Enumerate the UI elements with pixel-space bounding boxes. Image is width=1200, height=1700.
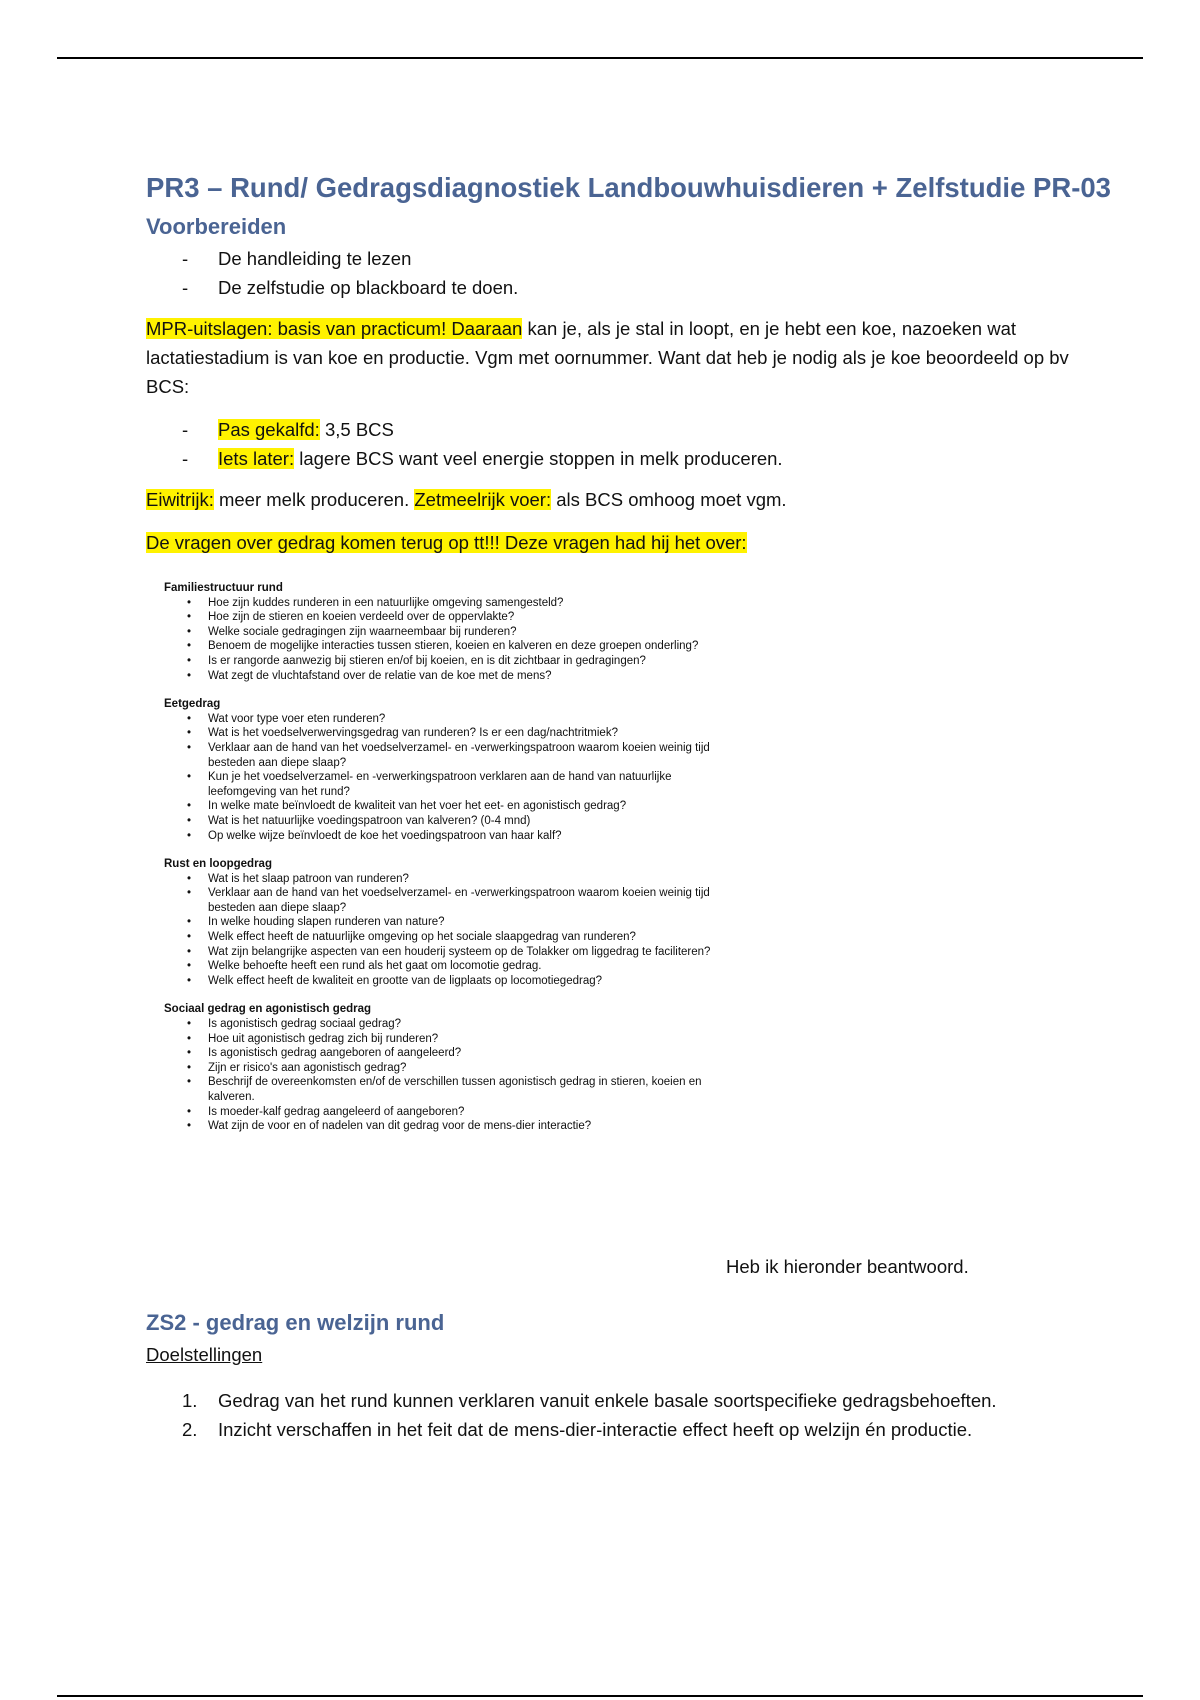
question-list xyxy=(164,596,724,684)
item-text: Inzicht verschaffen in het feit dat de mens-dier-interactie effect heeft op welzijn én productie. xyxy=(218,1419,973,1440)
question-item: • Wat is het natuurlijke voedingspatroon van kalveren? (0-4 mnd) xyxy=(164,814,724,829)
document-body xyxy=(146,168,1111,1440)
page-title: PR3 – Rund/ Gedragsdiagnostiek Landbouwhuisdieren + Zelfstudie PR-03 xyxy=(146,172,1111,203)
question-item: • Hoe zijn kuddes runderen in een natuurlijke omgeving samengesteld? xyxy=(164,596,724,611)
list-item: - De zelfstudie op blackboard te doen. xyxy=(146,273,1106,302)
exam-note xyxy=(146,528,1106,557)
question-section-title: Eetgedrag xyxy=(164,698,221,711)
highlighted-text: Zetmeelrijk voer: xyxy=(414,489,552,510)
footer-rule xyxy=(57,1695,1143,1697)
question-item: • Zijn er risico's aan agonistisch gedrag? xyxy=(164,1061,724,1076)
question-list xyxy=(164,872,724,989)
section-heading-zs2: ZS2 - gedrag en welzijn rund xyxy=(146,1310,445,1335)
goals-list xyxy=(146,1386,1106,1444)
question-item: • Welk effect heeft de kwaliteit en grootte van de ligplaats op locomotiegedrag? xyxy=(164,974,724,989)
question-item: • Wat zijn belangrijke aspecten van een houderij systeem op de Tolakker om liggedrag te faciliteren? xyxy=(164,945,724,960)
mpr-paragraph xyxy=(146,314,1106,401)
highlighted-text: Iets later: xyxy=(218,448,295,469)
question-item: • Kun je het voedselverzamel- en -verwerkingspatroon verklaren aan de hand van natuurlijke leefomgeving van het rund? xyxy=(164,770,724,799)
item-number: 1. xyxy=(182,1390,198,1411)
question-item: • Welke sociale gedragingen zijn waarneembaar bij runderen? xyxy=(164,625,724,640)
feed-paragraph xyxy=(146,485,1106,514)
question-item: • Hoe zijn de stieren en koeien verdeeld over de oppervlakte? xyxy=(164,610,724,625)
question-section-title: Rust en loopgedrag xyxy=(164,858,272,871)
header-rule xyxy=(57,57,1143,59)
question-item: • Hoe uit agonistisch gedrag zich bij runderen? xyxy=(164,1032,724,1047)
question-item: • Wat is het voedselverwervingsgedrag van runderen? Is er een dag/nachtritmiek? xyxy=(164,726,724,741)
item-text: 3,5 BCS xyxy=(319,419,394,440)
question-item: • Wat zijn de voor en of nadelen van dit gedrag voor de mens-dier interactie? xyxy=(164,1119,724,1134)
question-list xyxy=(164,1017,724,1134)
highlighted-text: Pas gekalfd: xyxy=(218,419,320,440)
section-heading-voorbereiden: Voorbereiden xyxy=(146,214,287,239)
question-sections xyxy=(164,581,724,1134)
list-item xyxy=(146,1415,1106,1444)
list-item: - De handleiding te lezen xyxy=(146,244,1106,273)
question-item: • Wat zegt de vluchtafstand over de relatie van de koe met de mens? xyxy=(164,669,724,684)
question-item: • Welk effect heeft de natuurlijke omgeving op het sociale slaapgedrag van runderen? xyxy=(164,930,724,945)
question-item: • Is agonistisch gedrag aangeboren of aangeleerd? xyxy=(164,1046,724,1061)
question-item: • In welke houding slapen runderen van nature? xyxy=(164,915,724,930)
question-item: • Is moeder-kalf gedrag aangeleerd of aangeboren? xyxy=(164,1105,724,1120)
question-item: • Wat is het slaap patroon van runderen? xyxy=(164,872,724,887)
question-list xyxy=(164,712,724,843)
subheading-doelstellingen: Doelstellingen xyxy=(146,1344,263,1365)
question-item: • Is agonistisch gedrag sociaal gedrag? xyxy=(164,1017,724,1032)
question-section-title: Familiestructuur rund xyxy=(164,582,283,594)
highlighted-text: MPR-uitslagen: basis van practicum! Daaraan xyxy=(146,318,523,339)
paragraph-text: meer melk produceren. xyxy=(213,489,415,510)
paragraph-text: als BCS omhoog moet vgm. xyxy=(551,489,787,510)
question-item: • Is er rangorde aanwezig bij stieren en/of bij koeien, en is dit zichtbaar in gedragingen? xyxy=(164,654,724,669)
list-item xyxy=(146,415,1106,444)
question-item: • Benoem de mogelijke interacties tussen stieren, koeien en kalveren en deze groepen onderling? xyxy=(164,639,724,654)
question-item: • Wat voor type voer eten runderen? xyxy=(164,712,724,727)
zs2-section xyxy=(146,1308,1106,1444)
highlighted-text: Eiwitrijk: xyxy=(146,489,214,510)
question-item: • Verklaar aan de hand van het voedselverzamel- en -verwerkingspatroon waarom koeien weinig tijd besteden aan diepe slaap? xyxy=(164,741,724,770)
paragraph-text: kan je, als je stal in loopt, en je hebt een koe, nazoeken wat lactatiestadium is van koe en productie. Vgm met oornummer. Want dat heb je nodig als je koe beoordeeld op bv BCS: xyxy=(146,318,1069,397)
item-text: Gedrag van het rund kunnen verklaren vanuit enkele basale soortspecifieke gedragsbehoeften. xyxy=(218,1390,997,1411)
list-item xyxy=(146,1386,1106,1415)
preparation-list xyxy=(146,244,1106,302)
list-item xyxy=(146,444,1106,473)
answered-note: Heb ik hieronder beantwoord. xyxy=(726,1256,969,1277)
question-item: • Op welke wijze beïnvloedt de koe het voedingspatroon van haar kalf? xyxy=(164,829,724,844)
question-item: • In welke mate beïnvloedt de kwaliteit van het voer het eet- en agonistisch gedrag? xyxy=(164,799,724,814)
bcs-list xyxy=(146,415,1106,473)
question-section-title: Sociaal gedrag en agonistisch gedrag xyxy=(164,1003,372,1016)
question-item: • Beschrijf de overeenkomsten en/of de verschillen tussen agonistisch gedrag in stieren, koeien en kalveren. xyxy=(164,1075,724,1104)
item-text: lagere BCS want veel energie stoppen in melk produceren. xyxy=(294,448,783,469)
question-item: • Welke behoefte heeft een rund als het gaat om locomotie gedrag. xyxy=(164,959,724,974)
highlighted-text: De vragen over gedrag komen terug op tt!!! Deze vragen had hij het over: xyxy=(146,532,747,553)
item-number: 2. xyxy=(182,1419,198,1440)
question-item: • Verklaar aan de hand van het voedselverzamel- en -verwerkingspatroon waarom koeien weinig tijd besteden aan diepe slaap? xyxy=(164,886,724,915)
